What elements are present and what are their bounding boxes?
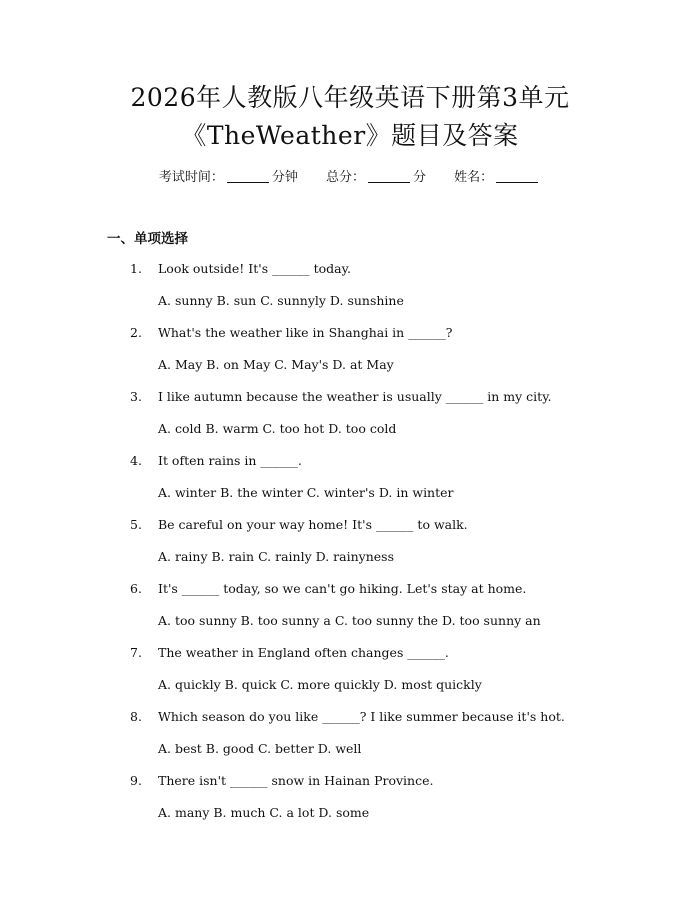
question-number: 3.: [130, 389, 142, 404]
question-number: 6.: [130, 581, 142, 596]
exam-time-field: [159, 168, 298, 188]
question-number: 5.: [130, 517, 142, 532]
question-options: A. quickly B. quick C. more quickly D. most quickly: [158, 677, 482, 692]
question-options: A. winter B. the winter C. winter's D. in winter: [158, 485, 454, 500]
question-item: [0, 259, 700, 323]
total-score-unit: 分: [413, 170, 427, 185]
question-stem: What's the weather like in Shanghai in ______?: [158, 325, 453, 340]
exam-meta: [0, 168, 700, 188]
question-stem: Be careful on your way home! It's ______ to walk.: [158, 517, 468, 532]
question-list: [0, 259, 700, 835]
total-score-field: [326, 168, 426, 188]
question-stem: Which season do you like ______? I like summer because it's hot.: [158, 709, 565, 724]
question-number: 9.: [130, 773, 142, 788]
question-item: [0, 323, 700, 387]
question-options: A. rainy B. rain C. rainly D. rainyness: [158, 549, 394, 564]
question-options: A. cold B. warm C. too hot D. too cold: [158, 421, 397, 436]
exam-time-unit: 分钟: [271, 170, 298, 185]
question-stem: There isn't ______ snow in Hainan Province.: [158, 773, 434, 788]
question-stem: It's ______ today, so we can't go hiking. Let's stay at home.: [158, 581, 527, 596]
student-name-label: 姓名：: [454, 170, 494, 185]
student-name-blank: [496, 168, 538, 183]
section-title: 一、单项选择: [107, 231, 188, 247]
question-stem: It often rains in ______.: [158, 453, 302, 468]
question-item: [0, 771, 700, 835]
question-item: [0, 451, 700, 515]
student-name-field: [454, 168, 541, 188]
question-options: A. many B. much C. a lot D. some: [158, 805, 370, 820]
question-item: [0, 707, 700, 771]
question-item: [0, 387, 700, 451]
question-number: 1.: [130, 261, 142, 276]
question-options: A. May B. on May C. May's D. at May: [158, 357, 394, 372]
question-item: [0, 515, 700, 579]
question-item: [0, 579, 700, 643]
question-number: 4.: [130, 453, 142, 468]
question-stem: Look outside! It's ______ today.: [158, 261, 351, 276]
page-title-line1: 2026年人教版八年级英语下册第3单元: [130, 83, 570, 112]
page-title-line2: 《TheWeather》题目及答案: [181, 121, 519, 150]
question-number: 8.: [130, 709, 142, 724]
question-number: 7.: [130, 645, 142, 660]
question-options: A. too sunny B. too sunny a C. too sunny the D. too sunny an: [158, 613, 541, 628]
total-score-blank: [368, 168, 410, 183]
exam-time-blank: [227, 168, 269, 183]
total-score-label: 总分：: [325, 170, 365, 185]
question-stem: The weather in England often changes ______.: [158, 645, 449, 660]
question-number: 2.: [130, 325, 142, 340]
question-options: A. sunny B. sun C. sunnyly D. sunshine: [158, 293, 404, 308]
exam-time-label: 考试时间：: [158, 170, 224, 185]
question-options: A. best B. good C. better D. well: [158, 741, 362, 756]
question-stem: I like autumn because the weather is usually ______ in my city.: [158, 389, 552, 404]
question-item: [0, 643, 700, 707]
